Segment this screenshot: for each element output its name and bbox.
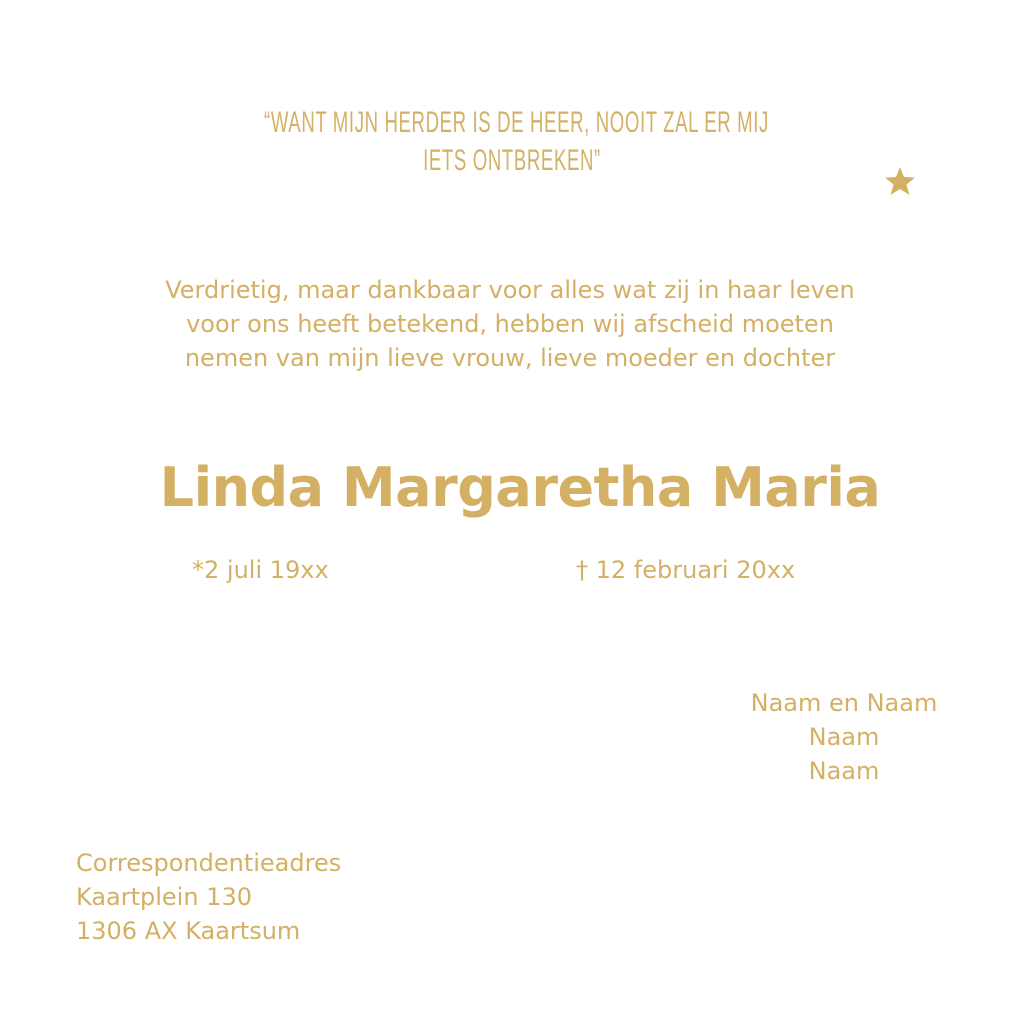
address-city: 1306 AX Kaartsum xyxy=(76,917,301,945)
bible-quote xyxy=(264,104,769,180)
announcement-text xyxy=(60,273,960,375)
star-icon xyxy=(884,166,916,196)
announcement-line-2: voor ons heeft betekend, hebben wij afscheid moeten xyxy=(186,310,834,338)
address-label: Correspondentieadres xyxy=(76,849,342,877)
deceased-name: Linda Margaretha Maria xyxy=(159,456,881,519)
announcement-line-3: nemen van mijn lieve vrouw, lieve moeder en dochter xyxy=(184,344,836,372)
death-date: † 12 februari 20xx xyxy=(576,556,796,584)
family-line-1: Naam en Naam xyxy=(750,689,938,717)
family-line-2: Naam xyxy=(808,723,880,751)
family-line-3: Naam xyxy=(808,757,880,785)
announcement-line-1: Verdrietig, maar dankbaar voor alles wat zij in haar leven xyxy=(165,276,855,304)
family-names xyxy=(724,686,964,788)
address-street: Kaartplein 130 xyxy=(76,883,252,911)
correspondence-address xyxy=(76,846,341,948)
birth-date: *2 juli 19xx xyxy=(192,556,329,584)
quote-line-2: IETS ONTBREKEN” xyxy=(423,144,601,177)
quote-line-1: “WANT MIJN HERDER IS DE HEER, NOOIT ZAL ER MIJ xyxy=(264,106,769,139)
